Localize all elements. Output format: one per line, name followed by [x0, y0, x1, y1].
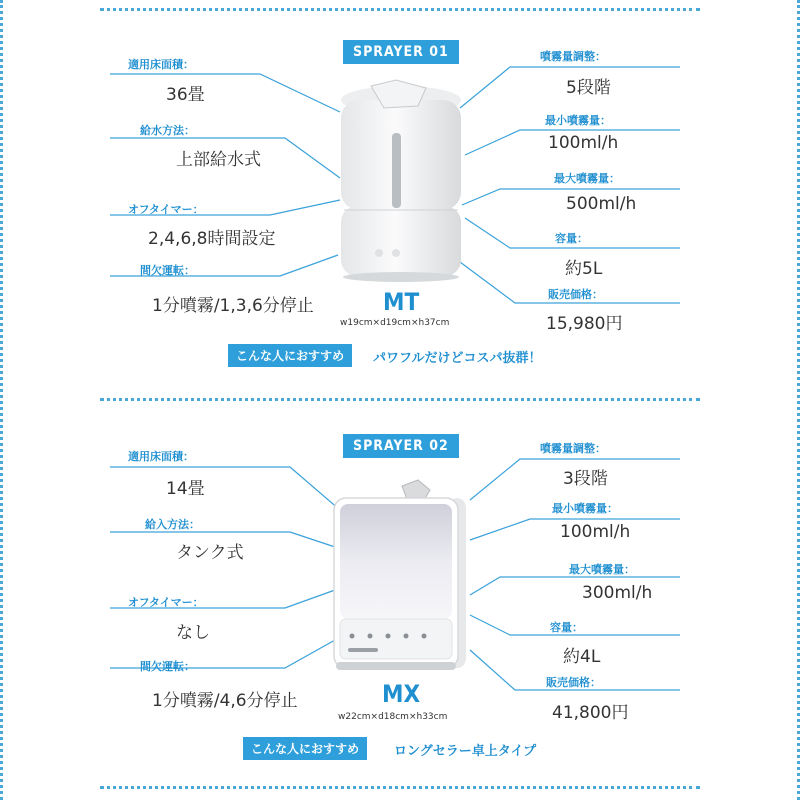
s1-left-label-2: オフタイマー：: [128, 203, 204, 216]
humidifier-mt-image: [336, 78, 466, 283]
sprayer-02-tag: SPRAYER 02: [343, 434, 459, 458]
s2-right-label-2: 最大噴霧量：: [569, 563, 635, 576]
s1-right-value-4: 15,980円: [546, 314, 623, 334]
s2-left-value-1: タンク式: [176, 543, 244, 563]
s1-recommend-text: パワフルだけどコスパ抜群！: [373, 351, 542, 366]
s2-left-value-2: なし: [176, 623, 210, 643]
s2-model-name: MX: [382, 680, 421, 708]
s1-right-label-2: 最大噴霧量：: [554, 172, 620, 185]
s1-model-name: MT: [383, 288, 420, 316]
s1-right-label-4: 販売価格：: [548, 288, 603, 301]
s2-recommend-text: ロングセラー卓上タイプ: [394, 744, 537, 759]
s1-right-label-3: 容量：: [555, 232, 588, 245]
s2-right-label-3: 容量：: [550, 621, 583, 634]
s2-left-label-2: オフタイマー：: [128, 596, 204, 609]
s1-dimensions: w19cm×d19cm×h37cm: [340, 318, 450, 328]
sprayer-01-tag: SPRAYER 01: [343, 40, 459, 64]
s1-left-value-3: 1分噴霧/1,3,6分停止: [152, 296, 314, 316]
s1-right-label-1: 最小噴霧量：: [545, 114, 611, 127]
s1-right-label-0: 噴霧量調整：: [540, 50, 606, 63]
s1-right-value-3: 約5L: [565, 259, 603, 279]
s2-right-value-1: 100ml/h: [560, 522, 631, 542]
s2-left-value-3: 1分噴霧/4,6分停止: [152, 691, 298, 711]
s1-recommend-label: こんな人におすすめ: [228, 344, 352, 367]
s1-right-value-1: 100ml/h: [548, 133, 619, 153]
s2-left-label-3: 間欠運転：: [140, 660, 195, 673]
s2-right-label-1: 最小噴霧量：: [552, 502, 618, 515]
s2-left-label-1: 給入方法：: [145, 518, 200, 531]
s1-left-value-2: 2,4,6,8時間設定: [148, 229, 276, 249]
s2-right-label-0: 噴霧量調整：: [540, 442, 606, 455]
s1-left-label-3: 間欠運転：: [140, 264, 195, 277]
s1-left-label-0: 適用床面積：: [128, 58, 194, 71]
s1-right-value-0: 5段階: [566, 78, 611, 98]
s2-right-label-4: 販売価格：: [546, 676, 601, 689]
s2-left-value-0: 14畳: [166, 479, 205, 499]
s1-left-label-1: 給水方法：: [140, 124, 195, 137]
s1-right-value-2: 500ml/h: [566, 194, 637, 214]
s1-left-value-1: 上部給水式: [176, 150, 261, 170]
s2-recommend-label: こんな人におすすめ: [243, 737, 367, 760]
s2-dimensions: w22cm×d18cm×h33cm: [338, 712, 448, 722]
humidifier-mx-image: [330, 476, 470, 676]
s2-right-value-0: 3段階: [563, 469, 608, 489]
s1-left-value-0: 36畳: [166, 85, 205, 105]
s2-right-value-4: 41,800円: [552, 703, 629, 723]
s2-right-value-2: 300ml/h: [582, 583, 653, 603]
s2-left-label-0: 適用床面積：: [128, 450, 194, 463]
s2-right-value-3: 約4L: [563, 647, 601, 667]
